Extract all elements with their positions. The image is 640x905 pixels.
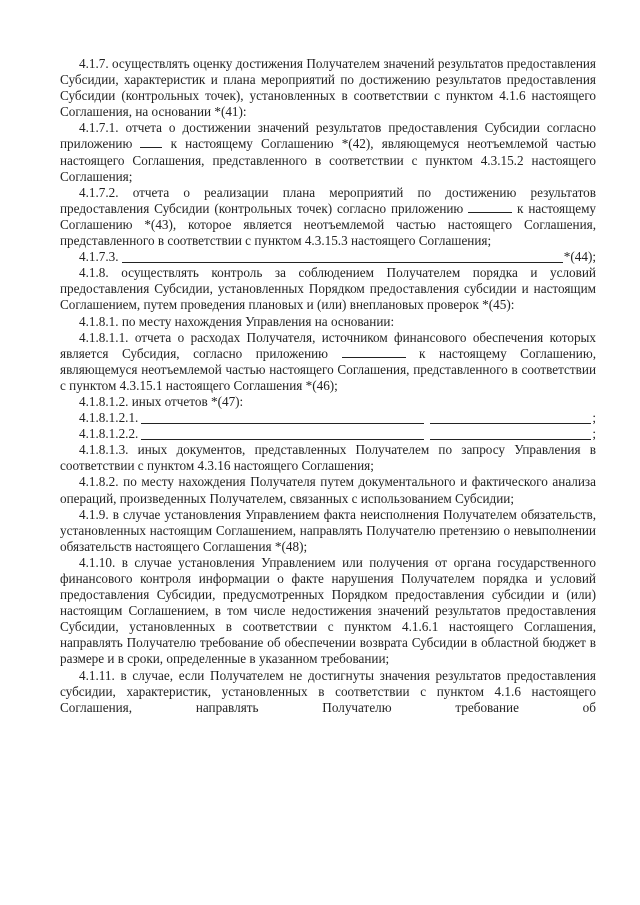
clause-number: 4.1.8.1.2.1. [79,410,139,426]
clause-text: 4.1.8.1.1. отчета о расходах Получателя, источником финансового обеспечения которых является Субсидия, согласно приложению [60,329,596,361]
clause-4-1-8-1-2-2 [60,426,596,442]
clause-4-1-8-1-1 [60,330,596,394]
clause-text: к настоящему Соглашению *(42), являющемуся неотъемлемой частью настоящего Соглашения, представленного в соответствии с пунктом 4.3.15.2 настоящего Соглашения; [60,136,597,184]
clause-4-1-8-1-3: 4.1.8.1.3. иных документов, представленных Получателем по запросу Управления в соответствии с пунктом 4.3.16 настоящего Соглашения; [60,442,596,474]
clause-note: *(44); [563,249,596,265]
blank-field [342,347,406,358]
clause-4-1-9: 4.1.9. в случае установления Управлением факта неисполнения Получателем обязательств, установленных настоящим Соглашением, направлять Получателю претензию о невыполнении обязательств настоящего Соглашения *(48); [60,506,596,554]
blank-field [122,250,563,263]
clause-4-1-8-1-2: 4.1.8.1.2. иных отчетов *(47): [79,393,244,409]
clause-note: ; [592,410,596,426]
clause-4-1-11: 4.1.11. в случае, если Получателем не достигнуты значения результатов предоставления субсидии, характеристик, установленных в соответствии с пунктом 4.1.6 настоящего Соглашения, направлять Получателю требование об [60,667,596,715]
blank-field [430,411,591,424]
document-page [60,56,596,716]
clause-4-1-7-3 [60,249,596,265]
clause-text: к настоящему Соглашению *(43), которое является неотъемлемой частью настоящего Соглашения, представленного в соответствии с пунктом 4.3.15.3 настоящего Соглашения; [60,200,597,249]
clause-text: 4.1.7.1. отчета о достижении значений результатов предоставления Субсидии согласно приложению [60,120,596,152]
clause-text: к настоящему Соглашению, являющемуся неотъемлемой частью настоящего Соглашения, представленного в соответствии с пунктом 4.3.15.1 настоящего Соглашения *(46); [60,345,596,393]
blank-field [430,427,591,440]
clause-note: ; [592,426,596,442]
clause-text: 4.1.7.2. отчета о реализации плана мероприятий по достижению результатов предоставления Субсидии (контрольных точек) согласно приложению [60,184,596,216]
clause-4-1-7-2 [60,185,596,249]
clause-4-1-8-1: 4.1.8.1. по месту нахождения Управления на основании: [79,313,395,329]
clause-4-1-7: 4.1.7. осуществлять оценку достижения Получателем значений результатов предоставления Субсидии, характеристик и плана мероприятий по достижению результатов предоставления Субсидии (контрольных точек), установленных в соответствии с пунктом 4.1.6 настоящего Соглашения, на основании *(41): [60,56,596,120]
clause-4-1-7-1 [60,120,596,184]
clause-4-1-10: 4.1.10. в случае установления Управлением или получения от органа государственного финансового контроля информации о факте нарушения Получателем порядка и условий предоставления Субсидии, предусмотренных Порядком предоставления субсидии и (или) настоящим Соглашением, в том числе недостижения значений результатов предоставления Субсидии, установленных в соответствии с пунктом 4.1.6.1 настоящего Соглашения, направлять Получателю требование об обеспечении возврата Субсидии в областной бюджет в размере и в сроки, определенные в указанном требовании; [60,554,596,667]
clause-number: 4.1.7.3. [79,249,119,265]
blank-field [141,427,424,440]
blank-field [141,411,424,424]
clause-4-1-8-1-2-1 [60,410,596,426]
clause-4-1-8: 4.1.8. осуществлять контроль за соблюдением Получателем порядка и условий предоставления Субсидии, установленных Порядком предоставления субсидии и настоящим Соглашением, путем проведения плановых и (или) внеплановых проверок *(45): [60,265,596,313]
blank-field [468,202,512,213]
clause-number: 4.1.8.1.2.2. [79,426,139,442]
clause-4-1-8-2: 4.1.8.2. по месту нахождения Получателя путем документального и фактического анализа операций, произведенных Получателем, связанных с использованием Субсидии; [60,474,596,506]
blank-field [140,137,162,148]
